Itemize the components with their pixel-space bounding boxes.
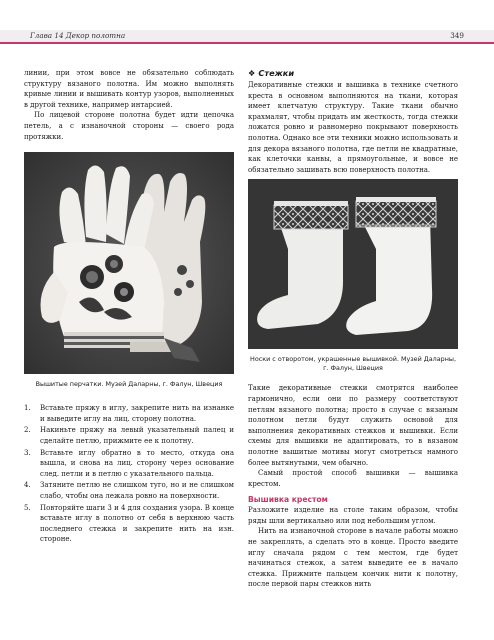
step-number: 3. <box>24 448 31 457</box>
step-text: Затяните петлю не слишком туго, но и не слишком слабо, чтобы она лежала ровно на поверхности. <box>40 481 234 500</box>
right-paragraph-4: Разложите изделие на столе таким образом, чтобы ряды шли вертикально или под небольшим углом. <box>248 506 458 525</box>
socks-caption: Носки с отворотом, украшенные вышивкой. Музей Даларны, г. Фалун, Швеция <box>250 355 456 373</box>
step-item <box>24 425 234 446</box>
step-item <box>24 403 234 424</box>
step-item <box>24 503 234 545</box>
left-paragraph-2: По лицевой стороне полотна будет идти цепочка петель, а с изнаночной стороны — своего рода протяжки. <box>24 111 234 141</box>
step-number: 2. <box>24 426 31 435</box>
step-item <box>24 448 234 480</box>
left-paragraph-1: линии, при этом вовсе не обязательно соблюдать структуру вязаного полотна. Им можно выполнять кривые линии и вышивать контур узоров, выполненных в другой технике, например интарсией. <box>24 69 234 109</box>
step-number: 4. <box>24 481 31 490</box>
chapter-title: Глава 14 Декор полотна <box>30 31 126 40</box>
right-paragraph-1: Декоративные стежки и вышивка в технике счетного креста в основном выполняются на ткани, которая имеет клетчатую структуру. Такие ткани обычно крахмалят, чтобы придать им жесткость, тогда стежки ложатся ровно и равномерно покрывают поверхность полотна. Однако все эти техники можно использовать и для декора вязаного полотна, где петли не квадратные, как клеточки канвы, а прямоугольные, и вовсе не обязательно зашивать всю поверхность полотна. <box>248 81 458 174</box>
step-text: Повторяйте шаги 3 и 4 для создания узора. В конце вставьте иглу в полотно от себя в верхнюю часть последнего стежка и закрепите нить на изн. стороне. <box>40 503 234 544</box>
section-title: Стежки <box>258 68 295 78</box>
page-number: 349 <box>450 31 464 40</box>
embroidered-socks-image <box>248 179 458 349</box>
left-column <box>24 68 234 546</box>
embroidered-gloves-image <box>24 152 234 374</box>
right-paragraph-5: Нить на изнаночной стороне в начале работы можно не закреплять, а сделать это в конце. Просто введите иглу сначала рядом с тем местом, где будет начинаться стежок, а затем выведите ее в начало стежка. Прижмите пальцем кончик нити к полотну, после первой пары стежков нить <box>248 527 458 589</box>
section-heading <box>248 68 458 79</box>
step-number: 1. <box>24 404 31 413</box>
subsection-heading: Вышивка крестом <box>248 495 328 505</box>
step-item <box>24 480 234 501</box>
step-text: Накиньте пряжу на левый указательный палец и сделайте петлю, прижмите ее к полотну. <box>40 426 234 445</box>
right-column <box>248 68 458 590</box>
step-text: Вставьте иглу обратно в то место, откуда она вышла, и снова на лиц. сторону через основание след. петли и в петлю с указательного пальца. <box>40 448 234 478</box>
gloves-caption: Вышитые перчатки. Музей Даларны, г. Фалун, Швеция <box>35 380 223 389</box>
diamond-ornament-icon: ❖ <box>248 68 256 78</box>
gloves-photo <box>24 152 234 374</box>
socks-photo <box>248 179 458 349</box>
step-text: Вставьте пряжу в иглу, закрепите нить на изнанке и выведите иглу на лиц. сторону полотна. <box>40 404 234 423</box>
step-number: 5. <box>24 503 31 512</box>
right-paragraph-3: Самый простой способ вышивки — вышивка крестом. <box>248 469 458 488</box>
page-header <box>0 0 494 48</box>
steps-list <box>24 403 234 545</box>
right-paragraph-2: Такие декоративные стежки смотрятся наиболее гармонично, если они по размеру соответствуют петлям вязаного полотна; просто в случае с вязаным полотном петли будут служить основой для выполнения декоративных стежков и вышивки. Если схемы для вышивки не адаптировать, то в вязаном полотне вышитые мотивы могут смотреться намного более вытянутыми, чем обычно. <box>248 384 458 467</box>
